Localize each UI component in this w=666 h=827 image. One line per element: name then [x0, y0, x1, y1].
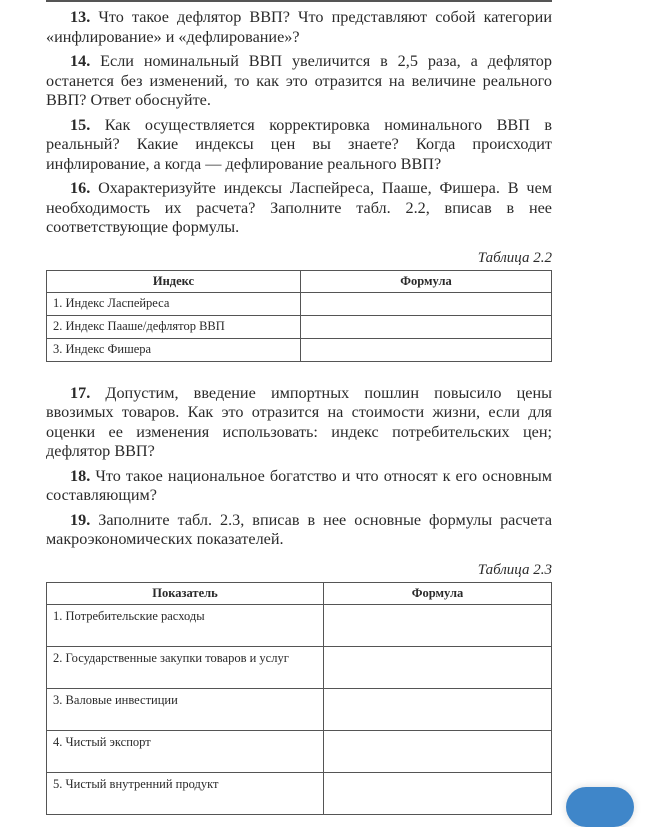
table-row [47, 688, 552, 730]
cell-indicator: 5. Чистый внутренний продукт [47, 772, 324, 814]
question-text: Охарактеризуйте индексы Ласпейреса, Пааше, Фишера. В чем необходимость их расчета? Заполните табл. 2.2, вписав в нее соответствующие формулы. [46, 179, 552, 236]
header-indicator: Показатель [47, 582, 324, 604]
cell-indicator: 1. Потребительские расходы [47, 604, 324, 646]
question-18 [46, 467, 552, 506]
table-header-row [47, 582, 552, 604]
question-17 [46, 384, 552, 462]
table-row [47, 338, 552, 361]
question-number: 14. [70, 52, 91, 70]
cell-formula [324, 604, 552, 646]
question-19 [46, 511, 552, 550]
cell-formula [301, 292, 552, 315]
question-number: 19. [70, 510, 91, 529]
cell-index: 3. Индекс Фишера [47, 338, 301, 361]
question-14 [46, 52, 552, 111]
question-number: 16. [70, 179, 91, 197]
question-text: Если номинальный ВВП увеличится в 2,5 раза, а дефлятор останется без изменений, то как это отразится на величине реального ВВП? Ответ обоснуйте. [46, 52, 552, 109]
question-text: Что такое национальное богатство и что относят к его основным составляющим? [46, 466, 552, 504]
table-row [47, 730, 552, 772]
table-header-row [47, 270, 552, 292]
cell-indicator: 2. Государственные закупки товаров и услуг [47, 646, 324, 688]
question-15 [46, 116, 552, 175]
table-2-2-caption: Таблица 2.2 [477, 249, 552, 266]
header-formula: Формула [324, 582, 552, 604]
cell-index: 1. Индекс Ласпейреса [47, 292, 301, 315]
cell-formula [324, 688, 552, 730]
cell-formula [324, 646, 552, 688]
question-text: Заполните табл. 2.3, вписав в нее основные формулы расчета макроэкономических показателей. [46, 510, 553, 548]
floating-action-button[interactable] [566, 787, 634, 827]
question-text: Как осуществляется корректировка номинального ВВП в реальный? Какие индексы цен вы знаете? Когда происходит инфлирование, а когда — дефлирование реального ВВП? [46, 115, 552, 173]
header-formula: Формула [301, 270, 552, 292]
question-16 [46, 179, 552, 238]
top-rule [46, 0, 552, 2]
cell-indicator: 4. Чистый экспорт [47, 730, 324, 772]
cell-index: 2. Индекс Пааше/дефлятор ВВП [47, 315, 301, 338]
question-13 [46, 8, 552, 47]
cell-formula [324, 730, 552, 772]
cell-formula [301, 338, 552, 361]
table-row [47, 772, 552, 814]
cell-formula [301, 315, 552, 338]
cell-indicator: 3. Валовые инвестиции [47, 688, 324, 730]
table-2-2 [46, 270, 552, 362]
table-row [47, 292, 552, 315]
table-2-3 [46, 582, 552, 815]
question-text: Что такое дефлятор ВВП? Что представляют собой категории «инфлирование» и «дефлирование»? [46, 8, 552, 46]
table-row [47, 604, 552, 646]
header-index: Индекс [47, 270, 301, 292]
question-text: Допустим, введение импортных пошлин повысило цены ввозимых товаров. Как это отразится на стоимости жизни, если для оценки ее изменения использовать: индекс потребительских цен; дефлятор ВВП? [46, 383, 552, 460]
question-number: 15. [70, 115, 91, 134]
table-row [47, 646, 552, 688]
table-2-3-caption: Таблица 2.3 [477, 561, 552, 578]
table-row [47, 315, 552, 338]
question-number: 17. [70, 383, 91, 402]
page-content [46, 8, 552, 815]
cell-formula [324, 772, 552, 814]
question-number: 18. [70, 466, 91, 485]
question-number: 13. [70, 8, 91, 26]
